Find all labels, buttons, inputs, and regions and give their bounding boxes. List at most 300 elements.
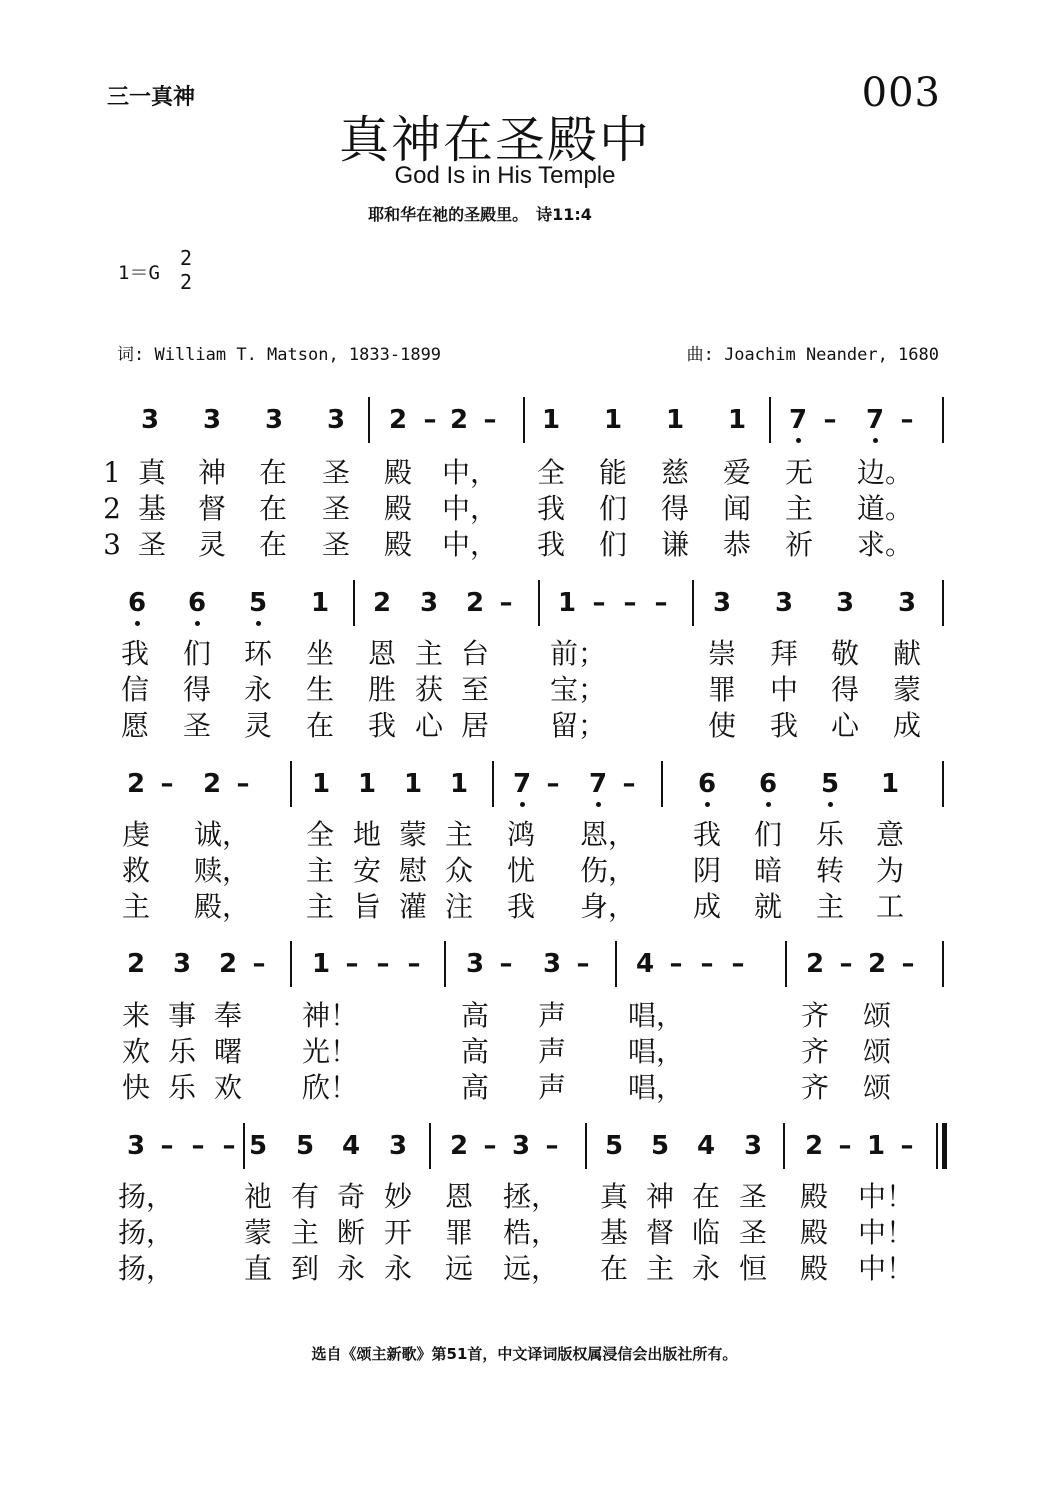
lyric-syllable: 在 (258, 492, 287, 525)
jianpu-note: – (669, 949, 683, 979)
lyric-syllable: 扬， (118, 1180, 175, 1213)
lyric-syllable: 中， (442, 528, 499, 561)
lyric-syllable: 在 (305, 709, 334, 742)
lyric-syllable: 基 (137, 492, 166, 525)
lyric-syllable: 圣 (321, 456, 350, 489)
lyric-syllable: 永 (336, 1252, 365, 1285)
lyric-syllable: 中！ (858, 1216, 915, 1249)
barline (585, 1123, 587, 1169)
lyric-syllable: 乐 (167, 1071, 196, 1104)
lyric-syllable: 欢 (213, 1071, 242, 1104)
lyric-syllable: 们 (598, 528, 627, 561)
jianpu-note: – (499, 588, 513, 618)
lyric-syllable: 恩 (444, 1180, 473, 1213)
jianpu-note: 2 (867, 949, 887, 979)
lyric-syllable: 我 (367, 709, 396, 742)
lyric-syllable: 诚， (194, 818, 251, 851)
lyric-syllable: 成 (692, 890, 721, 923)
jianpu-note: 5 (248, 1131, 268, 1161)
lyric-syllable: 有 (290, 1180, 319, 1213)
time-signature-bottom: 2 (179, 270, 193, 294)
lyric-syllable: 们 (182, 637, 211, 670)
lyric-syllable: 主 (645, 1252, 674, 1285)
lyric-syllable: 扬， (118, 1216, 175, 1249)
lyric-syllable: 齐 (800, 999, 829, 1032)
lyric-syllable: 众 (444, 854, 473, 887)
lyric-syllable: 真 (599, 1180, 628, 1213)
lyric-syllable: 主 (815, 890, 844, 923)
lyric-syllable: 唱， (628, 999, 685, 1032)
lyric-syllable: 圣 (321, 528, 350, 561)
lyric-syllable: 永 (383, 1252, 412, 1285)
barline (942, 941, 944, 987)
jianpu-note: 5 (604, 1131, 624, 1161)
lyric-syllable: 虔 (121, 818, 150, 851)
jianpu-note: 2 (804, 1131, 824, 1161)
jianpu-note: – (222, 1131, 236, 1161)
lyric-syllable: 主 (305, 854, 334, 887)
copyright-footer: 选自《颂主新歌》第51首，中文译词版权属浸信会出版社所有。 (311, 1345, 738, 1363)
verse-number: 1 (103, 456, 121, 489)
lyric-syllable: 崇 (707, 637, 736, 670)
lyric-syllable: 获 (414, 673, 443, 706)
lyric-syllable: 至 (460, 673, 489, 706)
lyric-syllable: 颂 (862, 1035, 891, 1068)
jianpu-note: 3 (326, 405, 346, 435)
barline (353, 580, 355, 626)
lyric-syllable: 断 (336, 1216, 365, 1249)
jianpu-note: – (407, 949, 421, 979)
barline (785, 941, 787, 987)
jianpu-note: 3 (264, 405, 284, 435)
jianpu-note: 2 (202, 769, 222, 799)
barline (942, 761, 944, 807)
lyric-syllable: 扬， (118, 1252, 175, 1285)
lyric-syllable: 我 (506, 890, 535, 923)
lyric-syllable: 殿 (383, 456, 412, 489)
jianpu-note: 3 (419, 588, 439, 618)
jianpu-note: 2 (449, 405, 469, 435)
jianpu-note: – (191, 1131, 205, 1161)
lyric-syllable: 光！ (302, 1035, 359, 1068)
barline (942, 397, 944, 443)
lyric-syllable: 意 (875, 818, 904, 851)
lyric-syllable: 事 (167, 999, 196, 1032)
jianpu-note: 7 (507, 771, 537, 797)
verse-number: 2 (103, 492, 121, 525)
lyric-syllable: 留； (550, 709, 607, 742)
jianpu-note: 1 (403, 769, 423, 799)
lyric-syllable: 殿 (383, 528, 412, 561)
barline (429, 1123, 431, 1169)
lyric-syllable: 在 (599, 1252, 628, 1285)
lyric-syllable: 闻 (722, 492, 751, 525)
lyric-syllable: 督 (197, 492, 226, 525)
jianpu-note: 3 (202, 405, 222, 435)
lyric-syllable: 敬 (830, 637, 859, 670)
lyric-syllable: 生 (305, 673, 334, 706)
jianpu-note: 1 (311, 949, 331, 979)
jianpu-note: – (901, 949, 915, 979)
lyric-syllable: 献 (892, 637, 921, 670)
jianpu-note: 6 (122, 590, 152, 616)
jianpu-note: 3 (172, 949, 192, 979)
lyric-syllable: 曙 (213, 1035, 242, 1068)
lyric-syllable: 临 (691, 1216, 720, 1249)
jianpu-note: 6 (182, 590, 212, 616)
lyric-syllable: 圣 (182, 709, 211, 742)
lyric-syllable: 拯， (503, 1180, 560, 1213)
lyric-syllable: 高 (460, 999, 489, 1032)
lyric-syllable: 恩 (367, 637, 396, 670)
jianpu-note: – (160, 1131, 174, 1161)
lyric-syllable: 殿， (194, 890, 251, 923)
hymn-title-english: God Is in His Temple (394, 162, 616, 189)
lyric-syllable: 乐 (167, 1035, 196, 1068)
barline (243, 1123, 245, 1169)
jianpu-note: – (483, 405, 497, 435)
lyric-syllable: 为 (875, 854, 904, 887)
lyric-syllable: 唱， (628, 1071, 685, 1104)
jianpu-note: 2 (372, 588, 392, 618)
final-barline (942, 1123, 947, 1169)
lyric-syllable: 使 (707, 709, 736, 742)
lyric-syllable: 齐 (800, 1071, 829, 1104)
lyric-syllable: 无 (784, 456, 813, 489)
lyric-syllable: 心 (414, 709, 443, 742)
jianpu-note: 3 (897, 588, 917, 618)
lyric-syllable: 恭 (722, 528, 751, 561)
lyric-syllable: 唱， (628, 1035, 685, 1068)
verse-number: 3 (103, 528, 121, 561)
lyric-syllable: 蒙 (398, 818, 427, 851)
hymn-title-chinese: 真神在圣殿中 (339, 111, 651, 169)
jianpu-note: 3 (835, 588, 855, 618)
lyric-syllable: 注 (444, 890, 473, 923)
lyric-syllable: 恩， (580, 818, 637, 851)
lyric-syllable: 圣 (738, 1216, 767, 1249)
lyric-syllable: 胜 (367, 673, 396, 706)
lyric-syllable: 信 (120, 673, 149, 706)
jianpu-note: – (576, 949, 590, 979)
jianpu-note: – (823, 405, 837, 435)
lyric-syllable: 中， (442, 492, 499, 525)
lyric-syllable: 声 (537, 999, 566, 1032)
jianpu-note: 2 (126, 949, 146, 979)
lyric-syllable: 梏， (503, 1216, 560, 1249)
lyricist-credit: 词: William T. Matson, 1833-1899 (117, 345, 442, 365)
lyric-syllable: 主 (444, 818, 473, 851)
jianpu-note: 3 (126, 1131, 146, 1161)
lyric-syllable: 灵 (243, 709, 272, 742)
key-signature: 1＝G (118, 262, 160, 284)
lyric-syllable: 主 (290, 1216, 319, 1249)
time-signature (176, 246, 196, 294)
lyric-syllable: 们 (598, 492, 627, 525)
jianpu-note: – (236, 769, 250, 799)
lyric-syllable: 主 (784, 492, 813, 525)
lyric-syllable: 我 (536, 492, 565, 525)
hymn-number: 003 (861, 70, 941, 116)
lyric-syllable: 居 (460, 709, 489, 742)
jianpu-note: 1 (557, 588, 577, 618)
lyric-syllable: 谦 (660, 528, 689, 561)
lyric-syllable: 永 (691, 1252, 720, 1285)
jianpu-note: 3 (743, 1131, 763, 1161)
lyric-syllable: 殿 (799, 1180, 828, 1213)
lyric-syllable: 我 (120, 637, 149, 670)
barline (661, 761, 663, 807)
lyric-syllable: 欣！ (302, 1071, 359, 1104)
jianpu-note: 4 (696, 1131, 716, 1161)
lyric-syllable: 神 (197, 456, 226, 489)
lyric-syllable: 在 (258, 528, 287, 561)
lyric-syllable: 中， (442, 456, 499, 489)
jianpu-note: 2 (126, 769, 146, 799)
lyric-syllable: 得 (660, 492, 689, 525)
lyric-syllable: 祂 (243, 1180, 272, 1213)
lyric-syllable: 全 (305, 818, 334, 851)
jianpu-note: – (252, 949, 266, 979)
jianpu-note: – (623, 588, 637, 618)
lyric-syllable: 殿 (799, 1252, 828, 1285)
lyric-syllable: 求。 (857, 528, 914, 561)
time-signature-top: 2 (179, 246, 193, 270)
lyric-syllable: 圣 (321, 492, 350, 525)
jianpu-note: 5 (650, 1131, 670, 1161)
lyric-syllable: 高 (460, 1035, 489, 1068)
lyric-syllable: 督 (645, 1216, 674, 1249)
jianpu-note: 1 (727, 405, 747, 435)
jianpu-note: 4 (635, 949, 655, 979)
lyric-syllable: 伤， (580, 854, 637, 887)
lyric-syllable: 罪 (444, 1216, 473, 1249)
jianpu-note: – (160, 769, 174, 799)
lyric-syllable: 暗 (753, 854, 782, 887)
lyric-syllable: 中 (769, 673, 798, 706)
jianpu-note: 3 (388, 1131, 408, 1161)
lyric-syllable: 祈 (784, 528, 813, 561)
jianpu-note: 7 (583, 771, 613, 797)
lyric-syllable: 地 (352, 818, 381, 851)
jianpu-note: 2 (449, 1131, 469, 1161)
jianpu-note: 1 (449, 769, 469, 799)
barline (769, 397, 771, 443)
lyric-syllable: 宝； (550, 673, 607, 706)
jianpu-note: – (546, 769, 560, 799)
lyric-syllable: 乐 (815, 818, 844, 851)
jianpu-note: 5 (295, 1131, 315, 1161)
barline (936, 1123, 938, 1169)
jianpu-note: 1 (603, 405, 623, 435)
lyric-syllable: 前； (550, 637, 607, 670)
lyric-syllable: 妙 (383, 1180, 412, 1213)
jianpu-note: – (483, 1131, 497, 1161)
hymn-category: 三一真神 (107, 84, 196, 110)
barline (290, 761, 292, 807)
lyric-syllable: 在 (258, 456, 287, 489)
lyric-syllable: 道。 (857, 492, 914, 525)
lyric-syllable: 殿 (383, 492, 412, 525)
jianpu-note: 6 (692, 771, 722, 797)
jianpu-note: 1 (866, 1131, 886, 1161)
lyric-syllable: 慈 (660, 456, 689, 489)
jianpu-note: 2 (465, 588, 485, 618)
jianpu-note: 1 (311, 769, 331, 799)
jianpu-note: 3 (712, 588, 732, 618)
jianpu-note: 4 (341, 1131, 361, 1161)
lyric-syllable: 殿 (799, 1216, 828, 1249)
lyric-syllable: 圣 (738, 1180, 767, 1213)
jianpu-note: – (499, 949, 513, 979)
barline (368, 397, 370, 443)
lyric-syllable: 环 (243, 637, 272, 670)
lyric-syllable: 安 (352, 854, 381, 887)
jianpu-note: 3 (542, 949, 562, 979)
lyric-syllable: 转 (815, 854, 844, 887)
lyric-syllable: 身， (580, 890, 637, 923)
lyric-syllable: 忧 (506, 854, 535, 887)
lyric-syllable: 拜 (769, 637, 798, 670)
lyric-syllable: 我 (536, 528, 565, 561)
jianpu-note: 3 (140, 405, 160, 435)
lyric-syllable: 颂 (862, 999, 891, 1032)
lyric-syllable: 齐 (800, 1035, 829, 1068)
lyric-syllable: 直 (243, 1252, 272, 1285)
jianpu-note: – (345, 949, 359, 979)
lyric-syllable: 我 (692, 818, 721, 851)
barline (538, 580, 540, 626)
jianpu-note: 1 (880, 769, 900, 799)
lyric-syllable: 罪 (707, 673, 736, 706)
jianpu-note: – (622, 769, 636, 799)
lyric-syllable: 旨 (352, 890, 381, 923)
lyric-syllable: 神 (645, 1180, 674, 1213)
jianpu-note: 3 (511, 1131, 531, 1161)
lyric-syllable: 赎， (194, 854, 251, 887)
lyric-syllable: 成 (892, 709, 921, 742)
jianpu-note: – (376, 949, 390, 979)
lyric-syllable: 主 (121, 890, 150, 923)
lyric-syllable: 心 (830, 709, 859, 742)
lyric-syllable: 声 (537, 1071, 566, 1104)
lyric-syllable: 灵 (197, 528, 226, 561)
lyric-syllable: 台 (460, 637, 489, 670)
lyric-syllable: 远， (503, 1252, 560, 1285)
jianpu-note: 3 (774, 588, 794, 618)
jianpu-note: – (700, 949, 714, 979)
jianpu-note: 1 (541, 405, 561, 435)
barline (615, 941, 617, 987)
jianpu-note: – (592, 588, 606, 618)
lyric-syllable: 救 (121, 854, 150, 887)
lyric-syllable: 到 (290, 1252, 319, 1285)
lyric-syllable: 主 (305, 890, 334, 923)
lyric-syllable: 得 (830, 673, 859, 706)
lyric-syllable: 阴 (692, 854, 721, 887)
lyric-syllable: 开 (383, 1216, 412, 1249)
lyric-syllable: 真 (137, 456, 166, 489)
barline (523, 397, 525, 443)
barline (783, 1123, 785, 1169)
jianpu-note: – (839, 949, 853, 979)
jianpu-note: – (423, 405, 437, 435)
lyric-syllable: 边。 (857, 456, 914, 489)
lyric-syllable: 爱 (722, 456, 751, 489)
lyric-syllable: 在 (691, 1180, 720, 1213)
lyric-syllable: 快 (121, 1071, 150, 1104)
jianpu-note: 1 (310, 588, 330, 618)
lyric-syllable: 就 (753, 890, 782, 923)
lyric-syllable: 慰 (398, 854, 427, 887)
lyric-syllable: 主 (414, 637, 443, 670)
barline (492, 761, 494, 807)
lyric-syllable: 奇 (336, 1180, 365, 1213)
jianpu-note: 2 (388, 405, 408, 435)
jianpu-note: 7 (860, 407, 890, 433)
lyric-syllable: 蒙 (243, 1216, 272, 1249)
jianpu-note: 3 (465, 949, 485, 979)
jianpu-note: – (900, 405, 914, 435)
lyric-syllable: 鸿 (506, 818, 535, 851)
barline (290, 941, 292, 987)
lyric-syllable: 高 (460, 1071, 489, 1104)
jianpu-note: – (900, 1131, 914, 1161)
jianpu-note: – (838, 1131, 852, 1161)
lyric-syllable: 声 (537, 1035, 566, 1068)
lyric-syllable: 蒙 (892, 673, 921, 706)
lyric-syllable: 灌 (398, 890, 427, 923)
lyric-syllable: 中！ (858, 1252, 915, 1285)
lyric-syllable: 圣 (137, 528, 166, 561)
scripture-reference: 耶和华在祂的圣殿里。 诗11:4 (368, 205, 592, 224)
lyric-syllable: 欢 (121, 1035, 150, 1068)
lyric-syllable: 中！ (858, 1180, 915, 1213)
jianpu-note: 2 (218, 949, 238, 979)
jianpu-note: – (545, 1131, 559, 1161)
jianpu-note: 6 (753, 771, 783, 797)
jianpu-note: 1 (665, 405, 685, 435)
jianpu-note: – (654, 588, 668, 618)
lyric-syllable: 们 (753, 818, 782, 851)
jianpu-note: 1 (357, 769, 377, 799)
lyric-syllable: 来 (121, 999, 150, 1032)
lyric-syllable: 能 (598, 456, 627, 489)
jianpu-note: 2 (805, 949, 825, 979)
barline (444, 941, 446, 987)
lyric-syllable: 坐 (305, 637, 334, 670)
lyric-syllable: 恒 (738, 1252, 767, 1285)
lyric-syllable: 永 (243, 673, 272, 706)
jianpu-note: 7 (783, 407, 813, 433)
lyric-syllable: 我 (769, 709, 798, 742)
jianpu-note: – (731, 949, 745, 979)
lyric-syllable: 工 (875, 890, 904, 923)
lyric-syllable: 基 (599, 1216, 628, 1249)
composer-credit: 曲: Joachim Neander, 1680 (686, 345, 939, 365)
jianpu-note: 5 (815, 771, 845, 797)
lyric-syllable: 得 (182, 673, 211, 706)
barline (692, 580, 694, 626)
lyric-syllable: 颂 (862, 1071, 891, 1104)
barline (942, 580, 944, 626)
jianpu-note: 5 (243, 590, 273, 616)
lyric-syllable: 奉 (213, 999, 242, 1032)
lyric-syllable: 愿 (120, 709, 149, 742)
lyric-syllable: 全 (536, 456, 565, 489)
lyric-syllable: 神！ (302, 999, 359, 1032)
lyric-syllable: 远 (444, 1252, 473, 1285)
